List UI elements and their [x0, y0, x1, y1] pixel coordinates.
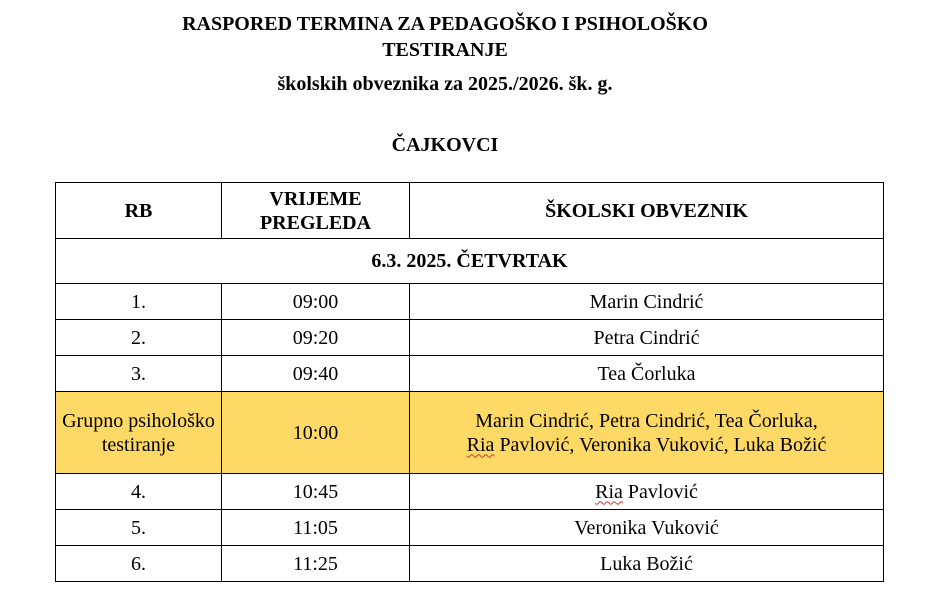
table-row — [56, 474, 884, 510]
location-heading: ČAJKOVCI — [391, 134, 499, 156]
group-students-part1: Marin Cindrić, Petra Cindrić, Tea Čorluka, — [475, 409, 818, 432]
table-row — [56, 510, 884, 546]
day-row — [56, 239, 884, 284]
row-time: 09:00 — [222, 284, 410, 320]
column-header-time: VRIJEME PREGLEDA — [222, 183, 410, 239]
row-number: 5. — [56, 510, 222, 546]
row-student: Veronika Vuković — [410, 510, 884, 546]
document-title-line-1: RASPORED TERMINA ZA PEDAGOŠKO I PSIHOLOŠKO — [182, 13, 708, 35]
table-header-row — [56, 183, 884, 239]
row-number: 3. — [56, 356, 222, 392]
day-label: 6.3. 2025. ČETVRTAK — [56, 239, 884, 284]
row-student: Marin Cindrić — [410, 284, 884, 320]
table-row — [56, 284, 884, 320]
row-number: 2. — [56, 320, 222, 356]
row-time: 10:45 — [222, 474, 410, 510]
schedule-table — [55, 182, 884, 582]
group-label: Grupno psihološko testiranje — [56, 392, 222, 474]
table-row — [56, 546, 884, 582]
table-row — [56, 356, 884, 392]
row-time: 11:05 — [222, 510, 410, 546]
spellcheck-flagged-word: Ria — [595, 480, 623, 503]
group-time: 10:00 — [222, 392, 410, 474]
group-testing-row — [56, 392, 884, 474]
group-students — [410, 392, 884, 474]
row-student: Luka Božić — [410, 546, 884, 582]
table-row — [56, 320, 884, 356]
row-number: 6. — [56, 546, 222, 582]
group-students-part2: Pavlović, Veronika Vuković, Luka Božić — [494, 433, 827, 456]
row-number: 4. — [56, 474, 222, 510]
spellcheck-flagged-word: Ria — [466, 433, 495, 456]
row-time: 09:40 — [222, 356, 410, 392]
row-student: Tea Čorluka — [410, 356, 884, 392]
row-time: 09:20 — [222, 320, 410, 356]
row-number: 1. — [56, 284, 222, 320]
row-time: 11:25 — [222, 546, 410, 582]
column-header-student: ŠKOLSKI OBVEZNIK — [410, 183, 884, 239]
document-subtitle: školskih obveznika za 2025./2026. šk. g. — [277, 73, 613, 95]
row-student — [410, 474, 884, 510]
document-title-line-2: TESTIRANJE — [382, 39, 508, 61]
column-header-rb: RB — [56, 183, 222, 239]
row-student-last: Pavlović — [622, 480, 698, 503]
row-student: Petra Cindrić — [410, 320, 884, 356]
